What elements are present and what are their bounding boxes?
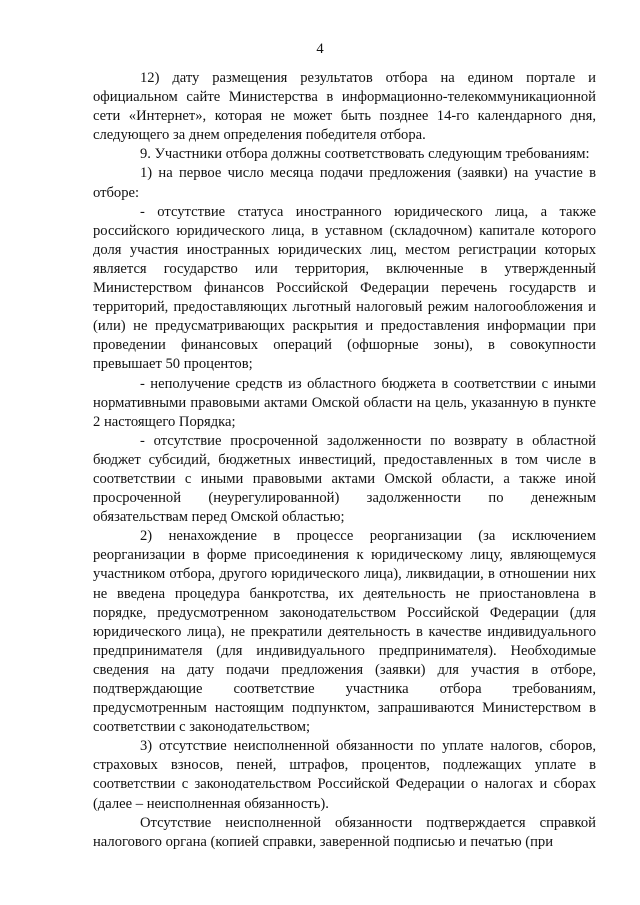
paragraph-no-overdue-debt: - отсутствие просроченной задолженности по возврату в областной бюджет субсидий, бюджетных инвестиций, предоставленных в том числе в соответствии с иными правовыми актами Омской области, а также иной просроченной (неурегулированной) задолженности по денежным обязательствам перед Омской областью; xyxy=(93,432,596,526)
paragraph-tax-certificate: Отсутствие неисполненной обязанности подтверждается справкой налогового органа (копией справки, заверенной подписью и печатью (при xyxy=(93,814,596,850)
paragraph-no-budget-funds: - неполучение средств из областного бюджета в соответствии с иными нормативными правовыми актами Омской области на цель, указанную в пункте 2 настоящего Порядка; xyxy=(93,375,596,430)
paragraph-requirement-3: 3) отсутствие неисполненной обязанности по уплате налогов, сборов, страховых взносов, пеней, штрафов, процентов, подлежащих уплате в соответствии с законодательством Российской Федерации о налогах и сборах (далее – неисполненная обязанность). xyxy=(93,738,596,812)
page-number: 4 xyxy=(316,41,324,57)
document-body xyxy=(93,69,596,852)
paragraph-foreign-status: - отсутствие статуса иностранного юридического лица, а также российского юридического лица, в уставном (складочном) капитале которого доля участия иностранных юридических лиц, местом регистрации которых является государство или территория, включенные в утвержденный Министерством финансов Российской Федерации перечень государств и территорий, предоставляющих льготный налоговый режим налогообложения и (или) не предусматривающих раскрытия и предоставления информации при проведении финансовых операций (офшорные зоны), в совокупности превышает 50 процентов; xyxy=(93,203,596,373)
paragraph-section-9: 9. Участники отбора должны соответствовать следующим требованиям: xyxy=(140,146,590,163)
paragraph-item-12: 12) дату размещения результатов отбора на едином портале и официальном сайте Министерства в информационно-телекоммуникационной сети «Интернет», которая не может быть позднее 14-го календарного дня, следующего за днем определения победителя отбора. xyxy=(93,70,596,144)
paragraph-requirement-2: 2) ненахождение в процессе реорганизации (за исключением реорганизации в форме присоединения к юридическому лицу, являющемуся участником отбора, другого юридического лица), ликвидации, в отношении них не введена процедура банкротства, их деятельность не приостановлена в порядке, предусмотренном законодательством Российской Федерации (для юридического лица), не прекратили деятельность в качестве индивидуального предпринимателя (для индивидуального предпринимателя). Необходимые сведения на дату подачи предложения (заявки) для участия в отборе, подтверждающие соответствие участника отбора требованиям, предусмотренным настоящим подпунктом, запрашиваются Министерством в соответствии с законодательством; xyxy=(93,528,596,736)
paragraph-requirement-1: 1) на первое число месяца подачи предложения (заявки) на участие в отборе: xyxy=(93,165,596,201)
